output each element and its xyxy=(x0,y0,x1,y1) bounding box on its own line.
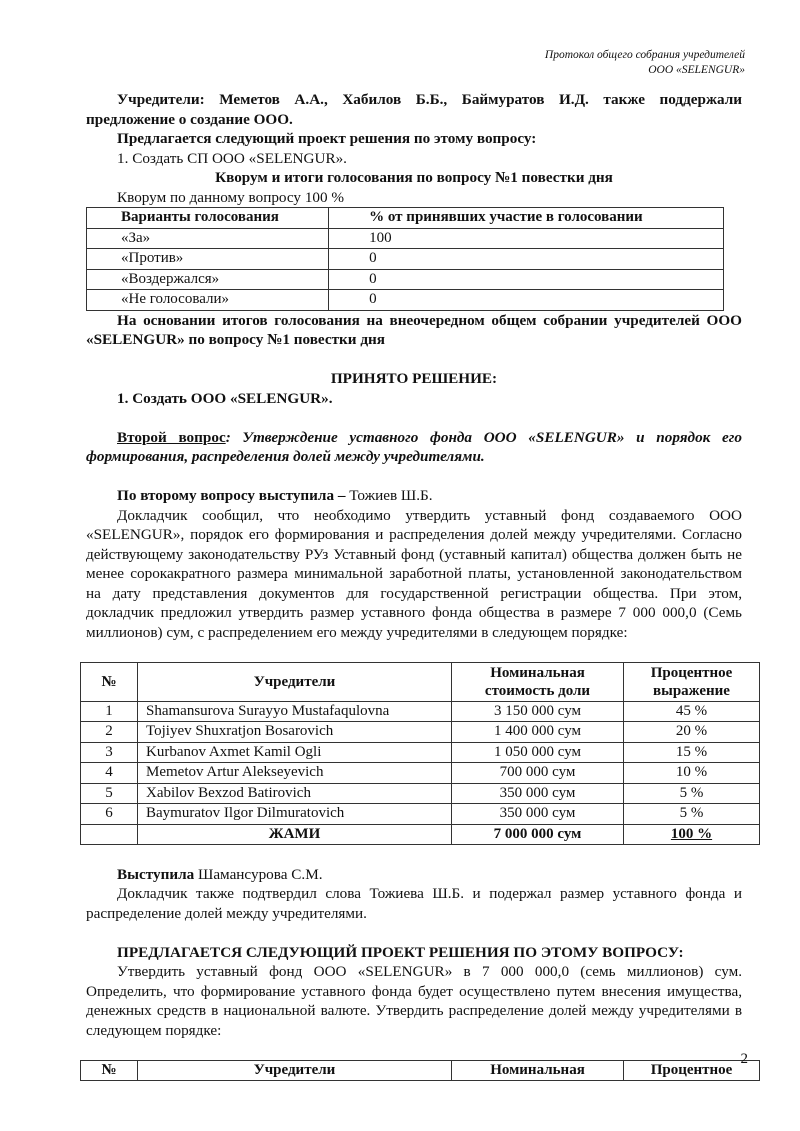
col-percent-header: Процентное выражение xyxy=(624,662,760,701)
vote-header-options: Варианты голосования xyxy=(87,208,329,229)
page-number: 2 xyxy=(740,1051,748,1067)
vote-percent: 0 xyxy=(329,269,724,290)
col-number-header: № xyxy=(81,662,138,701)
table-row xyxy=(81,763,760,784)
speaker1-name: Тожиев Ш.Б. xyxy=(345,487,433,504)
table-row xyxy=(87,269,724,290)
table-row xyxy=(87,228,724,249)
col-nominal-header: Номинальная xyxy=(452,1060,624,1080)
speaker1-report: Докладчик сообщил, что необходимо утвердить уставный фонд создаваемого ООО «SELENGUR», порядок его формирования и распределения долей между учредителями. Согласно действующему законодательству РУз Уставный фонд (уставный капитал) общества должен быть не менее сорокакратного размера минимальной заработной платы, установленной законодательством на дату представления документов для государственной регистрации общества. При этом, докладчик предложил утвердить размер уставного фонда общества в размере 7 000 000,0 (Семь миллионов) сум, с распределением его между учредителями в следующем порядке: xyxy=(86,506,742,641)
spacer xyxy=(86,845,742,865)
table-row xyxy=(81,783,760,804)
table-row xyxy=(81,722,760,743)
percent-value: 20 % xyxy=(624,722,760,743)
vote-option: «За» xyxy=(87,228,329,249)
percent-value: 5 % xyxy=(624,804,760,825)
col-founders-header: Учредители xyxy=(138,662,452,701)
quorum-text: Кворум по данному вопросу 100 % xyxy=(117,188,345,206)
vote-percent: 0 xyxy=(329,290,724,311)
table-header-row xyxy=(81,1060,760,1080)
spacer xyxy=(86,642,742,662)
row-number: 5 xyxy=(81,783,138,804)
founder-name: Shamansurova Surayyo Mustafaqulovna xyxy=(138,701,452,722)
header-line-1: Протокол общего собрания учредителей xyxy=(544,49,745,61)
percent-value: 45 % xyxy=(624,701,760,722)
second-question-paragraph xyxy=(86,428,742,467)
row-number: 4 xyxy=(81,763,138,784)
nominal-value: 1 050 000 сум xyxy=(452,742,624,763)
total-label: ЖАМИ xyxy=(138,824,452,845)
speaker2-line xyxy=(86,865,742,885)
spacer xyxy=(86,923,742,943)
nominal-value: 1 400 000 сум xyxy=(452,722,624,743)
table-row xyxy=(87,249,724,270)
speaker1-label: По второму вопросу выступила – xyxy=(117,487,346,504)
quorum-heading: Кворум и итоги голосования по вопросу №1 повестки дня xyxy=(215,169,613,186)
col-nominal-header: Номинальная стоимость доли xyxy=(452,662,624,701)
vote-option: «Против» xyxy=(87,249,329,270)
col-number-header: № xyxy=(81,1060,138,1080)
spacer xyxy=(86,350,742,370)
second-question-label: Второй вопрос xyxy=(117,428,226,446)
basis-paragraph: На основании итогов голосования на внеочередном общем собрании учредителей ООО «SELENGUR» по вопросу №1 повестки дня xyxy=(86,311,742,348)
nominal-value: 350 000 сум xyxy=(452,783,624,804)
second-question-text: : Утверждение уставного фонда ООО «SELENGUR» и порядок его формирования, распределения долей между учредителями. xyxy=(86,428,742,465)
spacer xyxy=(86,408,742,428)
total-empty-cell xyxy=(81,824,138,845)
table-row xyxy=(81,804,760,825)
vote-percent: 0 xyxy=(329,249,724,270)
spacer xyxy=(86,1040,742,1060)
table-row xyxy=(81,701,760,722)
percent-value: 15 % xyxy=(624,742,760,763)
row-number: 3 xyxy=(81,742,138,763)
table-row xyxy=(81,742,760,763)
proposal2-text: Утвердить уставный фонд ООО «SELENGUR» в 7 000 000,0 (семь миллионов) сум. Определить, что формирование уставного фонда будет осуществлено путем внесения имущества, денежных средств в национальной валюте. Утвердить распределение долей между учредителями в следующем порядке: xyxy=(86,963,742,1039)
spacer xyxy=(86,467,742,487)
row-number: 1 xyxy=(81,701,138,722)
vote-table-header xyxy=(87,208,724,229)
col-founders-header: Учредители xyxy=(138,1060,452,1080)
vote-option: «Воздержался» xyxy=(87,269,329,290)
vote-option: «Не голосовали» xyxy=(87,290,329,311)
table-header-row xyxy=(81,662,760,701)
founder-name: Kurbanov Axmet Kamil Ogli xyxy=(138,742,452,763)
document-header xyxy=(545,48,745,78)
shares-distribution-table xyxy=(80,662,760,846)
table-row xyxy=(87,290,724,311)
total-percent: 100 % xyxy=(624,824,760,845)
nominal-value: 3 150 000 сум xyxy=(452,701,624,722)
nominal-value: 350 000 сум xyxy=(452,804,624,825)
decision-item: 1. Создать ООО «SELENGUR». xyxy=(117,389,333,407)
row-number: 2 xyxy=(81,722,138,743)
vote-table xyxy=(86,207,724,311)
speaker1-line xyxy=(86,486,742,506)
speaker2-report: Докладчик также подтвердил слова Тожиева Ш.Б. и подержал размер уставного фонда и распределение долей между учредителями. xyxy=(86,885,742,922)
founders-support-paragraph: Учредители: Меметов А.А., Хабилов Б.Б., Баймуратов И.Д. также поддержали предложение о создание ООО. xyxy=(86,91,742,128)
founder-name: Tojiyev Shuxratjon Bosarovich xyxy=(138,722,452,743)
proposal2-heading: ПРЕДЛАГАЕТСЯ СЛЕДУЮЩИЙ ПРОЕКТ РЕШЕНИЯ ПО ЭТОМУ ВОПРОСУ: xyxy=(117,943,684,961)
nominal-value: 700 000 сум xyxy=(452,763,624,784)
table-total-row xyxy=(81,824,760,845)
percent-value: 10 % xyxy=(624,763,760,784)
col-percent-header: Процентное xyxy=(624,1060,760,1080)
header-line-2: ООО «SELENGUR» xyxy=(648,64,745,76)
decision-heading: ПРИНЯТО РЕШЕНИЕ: xyxy=(330,370,498,387)
proposal-heading: Предлагается следующий проект решения по этому вопросу: xyxy=(117,130,537,147)
founder-name: Baymuratov Ilgor Dilmuratovich xyxy=(138,804,452,825)
shares-distribution-table-2 xyxy=(80,1060,760,1081)
row-number: 6 xyxy=(81,804,138,825)
proposal-item: 1. Создать СП ООО «SELENGUR». xyxy=(117,149,347,167)
percent-value: 5 % xyxy=(624,783,760,804)
founder-name: Xabilov Bexzod Batirovich xyxy=(138,783,452,804)
founder-name: Memetov Artur Alekseyevich xyxy=(138,763,452,784)
speaker2-name: Шамансурова С.М. xyxy=(194,865,323,883)
speaker2-label: Выступила xyxy=(117,865,195,883)
vote-percent: 100 xyxy=(329,228,724,249)
vote-header-percent: % от принявших участие в голосовании xyxy=(329,208,724,229)
document-body xyxy=(86,90,742,1081)
total-nominal: 7 000 000 сум xyxy=(452,824,624,845)
